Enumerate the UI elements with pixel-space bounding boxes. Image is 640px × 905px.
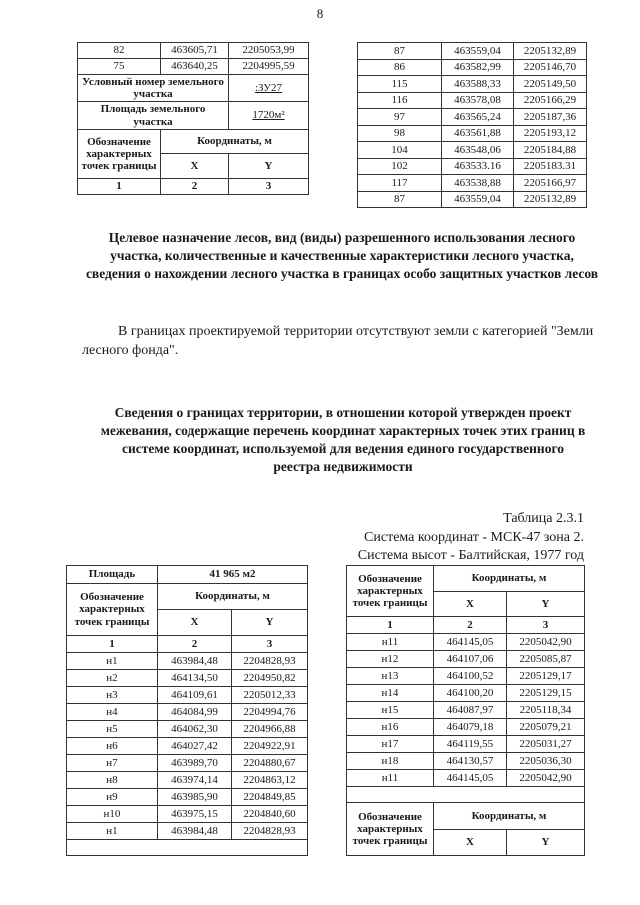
table-row — [358, 175, 587, 192]
table-cell: 2205166,97 — [514, 175, 587, 192]
x-header: X — [434, 592, 507, 617]
table-row — [78, 75, 309, 102]
col-number: 1 — [78, 179, 161, 195]
table-cell: 463588,33 — [442, 76, 514, 93]
col-number: 3 — [232, 636, 308, 653]
designation-header: Обозначение характерных точек границы — [67, 584, 158, 636]
designation-header: Обозначение характерных точек границы — [78, 130, 161, 179]
table-row — [67, 721, 308, 738]
y-header: Y — [229, 154, 309, 179]
col-number: 1 — [347, 617, 434, 634]
table-row — [78, 130, 309, 154]
table-cell: 464100,52 — [434, 668, 507, 685]
table-cell: н10 — [67, 806, 158, 823]
table-row — [347, 702, 585, 719]
table-cell: 115 — [358, 76, 442, 93]
table-cell: 2204994,76 — [232, 704, 308, 721]
table-cell: н18 — [347, 753, 434, 770]
second-y-header: Y — [507, 830, 585, 856]
table-cell: 463565,24 — [442, 109, 514, 126]
section2-heading: Сведения о границах территории, в отношении которой утвержден проект межевания, содержащие перечень координат характерных точек этих границ в системе координат, используемой для ведения единого государственного реестра недвижимости — [100, 405, 586, 474]
top-left-coords-table — [77, 42, 309, 195]
table-row — [67, 566, 308, 584]
cadastral-label: Условный номер земельного участка — [78, 75, 229, 102]
table-row — [67, 636, 308, 653]
table-row — [358, 43, 587, 60]
table-row — [347, 634, 585, 651]
table-cell: 464109,61 — [158, 687, 232, 704]
table-cell: 463538,88 — [442, 175, 514, 192]
table-row — [78, 179, 309, 195]
table-cell: н12 — [347, 651, 434, 668]
top-right-coords-table — [357, 42, 587, 208]
table-cell: 2205129,17 — [507, 668, 585, 685]
table-cell: 2205187,36 — [514, 109, 587, 126]
table-row — [347, 566, 585, 592]
table-cell: 2204849,85 — [232, 789, 308, 806]
table-cell: н15 — [347, 702, 434, 719]
second-designation-header: Обозначение характерных точек границы — [347, 803, 434, 856]
table-cell: 2205166,29 — [514, 92, 587, 109]
table-cell: 2204922,91 — [232, 738, 308, 755]
table-cell: 463578,08 — [442, 92, 514, 109]
area-value: 1720м² — [229, 102, 309, 130]
col-number: 2 — [158, 636, 232, 653]
table-cell: 2205132,89 — [514, 43, 587, 60]
table-row — [347, 753, 585, 770]
table-cell: 464100,20 — [434, 685, 507, 702]
table-cell: 75 — [78, 59, 161, 75]
section1-heading: Целевое назначение лесов, вид (виды) разрешенного использования лесного участка, количественные и качественные характеристики лесного участка, сведения о нахождении лесного участка в границах особо защитных участков лесов — [85, 230, 599, 281]
table-cell: 2204863,12 — [232, 772, 308, 789]
table-row — [358, 158, 587, 175]
area-value: 41 965 м2 — [158, 566, 308, 584]
table-cell: 2205036,30 — [507, 753, 585, 770]
table-cell: 463975,15 — [158, 806, 232, 823]
table-row — [347, 685, 585, 702]
table-row — [67, 755, 308, 772]
table-row — [358, 142, 587, 159]
table-cell: 463533.16 — [442, 158, 514, 175]
table-row — [347, 617, 585, 634]
table-cell: н7 — [67, 755, 158, 772]
table-cell: н14 — [347, 685, 434, 702]
table-row — [347, 787, 585, 803]
table-cell: 2204880,67 — [232, 755, 308, 772]
y-header: Y — [507, 592, 585, 617]
second-x-header: X — [434, 830, 507, 856]
col-number: 3 — [229, 179, 309, 195]
table-row — [67, 653, 308, 670]
table-cell: 2205012,33 — [232, 687, 308, 704]
col-number: 2 — [161, 179, 229, 195]
table-cell: 463559,04 — [442, 43, 514, 60]
page-number: 8 — [316, 6, 324, 21]
table-cell: н8 — [67, 772, 158, 789]
bottom-right-coords-table — [346, 565, 585, 856]
table-cell: н16 — [347, 719, 434, 736]
x-header: X — [161, 154, 229, 179]
table-row — [358, 92, 587, 109]
table-cell: 2205053,99 — [229, 43, 309, 59]
coords-header: Координаты, м — [161, 130, 309, 154]
table-row — [347, 770, 585, 787]
table-cell: 464130,57 — [434, 753, 507, 770]
table-row — [67, 670, 308, 687]
cadastral-value: :ЗУ27 — [229, 75, 309, 102]
empty-row — [347, 787, 585, 803]
table-cell: н6 — [67, 738, 158, 755]
area-label: Площадь земельного участка — [78, 102, 229, 130]
table-row — [67, 772, 308, 789]
second-coords-header: Координаты, м — [434, 803, 585, 830]
bottom-left-coords-table — [66, 565, 308, 856]
table-cell: н1 — [67, 823, 158, 840]
table-cell: н17 — [347, 736, 434, 753]
table-cell: н5 — [67, 721, 158, 738]
table-cell: 116 — [358, 92, 442, 109]
table-cell: 463582,99 — [442, 59, 514, 76]
coords-header: Координаты, м — [434, 566, 585, 592]
table-cell: 2205146,70 — [514, 59, 587, 76]
table-cell: 87 — [358, 191, 442, 208]
x-header: X — [158, 610, 232, 636]
table-cell: 102 — [358, 158, 442, 175]
table-cell: 463985,90 — [158, 789, 232, 806]
empty-row — [67, 840, 308, 856]
table-cell: н3 — [67, 687, 158, 704]
table-row — [358, 59, 587, 76]
coord-system: Система координат - МСК-47 зона 2. — [364, 530, 584, 545]
table-cell: 463989,70 — [158, 755, 232, 772]
table-cell: 464134,50 — [158, 670, 232, 687]
table-row — [358, 76, 587, 93]
table-cell: 2205031,27 — [507, 736, 585, 753]
table-row — [358, 109, 587, 126]
table-cell: 2204966,88 — [232, 721, 308, 738]
table-row — [67, 738, 308, 755]
table-cell: 463974,14 — [158, 772, 232, 789]
table-cell: н4 — [67, 704, 158, 721]
area-label: Площадь — [67, 566, 158, 584]
table-cell: 464145,05 — [434, 770, 507, 787]
table-cell: 464079,18 — [434, 719, 507, 736]
table-cell: 98 — [358, 125, 442, 142]
table-cell: н2 — [67, 670, 158, 687]
table-cell: 2205079,21 — [507, 719, 585, 736]
table-cell: н13 — [347, 668, 434, 685]
table-cell: 2205183.31 — [514, 158, 587, 175]
table-row — [67, 704, 308, 721]
table-cell: 2205042,90 — [507, 634, 585, 651]
coords-header: Координаты, м — [158, 584, 308, 610]
y-header: Y — [232, 610, 308, 636]
table-row — [347, 651, 585, 668]
table-cell: 464062,30 — [158, 721, 232, 738]
table-cell: 463561,88 — [442, 125, 514, 142]
table-row — [67, 584, 308, 610]
table-cell: 2204950,82 — [232, 670, 308, 687]
table-cell: 2204828,93 — [232, 653, 308, 670]
table-cell: 2205149,50 — [514, 76, 587, 93]
table-row — [78, 43, 309, 59]
table-cell: 463984,48 — [158, 653, 232, 670]
table-row — [358, 191, 587, 208]
table-cell: 464119,55 — [434, 736, 507, 753]
table-row — [67, 840, 308, 856]
col-number: 1 — [67, 636, 158, 653]
table-cell: 2205193,12 — [514, 125, 587, 142]
table-cell: 464084,99 — [158, 704, 232, 721]
table-cell: н9 — [67, 789, 158, 806]
table-row — [78, 102, 309, 130]
section1-paragraph: В границах проектируемой территории отсутствуют земли с категорией "Земли лесного фонда". — [82, 324, 594, 358]
table-cell: 463640,25 — [161, 59, 229, 75]
designation-header: Обозначение характерных точек границы — [347, 566, 434, 617]
height-system: Система высот - Балтийская, 1977 год — [357, 548, 584, 563]
table-cell: 2205085,87 — [507, 651, 585, 668]
table-row — [347, 668, 585, 685]
col-number: 2 — [434, 617, 507, 634]
table-cell: 2204995,59 — [229, 59, 309, 75]
table-cell: н11 — [347, 770, 434, 787]
table-cell: 87 — [358, 43, 442, 60]
col-number: 3 — [507, 617, 585, 634]
table-cell: 463548,06 — [442, 142, 514, 159]
table-row — [347, 803, 585, 830]
table-cell: 463984,48 — [158, 823, 232, 840]
table-row — [78, 59, 309, 75]
table-cell: 2204840,60 — [232, 806, 308, 823]
table-cell: н1 — [67, 653, 158, 670]
table-row — [67, 806, 308, 823]
table-row — [347, 736, 585, 753]
table-cell: 463559,04 — [442, 191, 514, 208]
table-cell: н11 — [347, 634, 434, 651]
table-cell: 464107,06 — [434, 651, 507, 668]
table-cell: 97 — [358, 109, 442, 126]
table-cell: 2205118,34 — [507, 702, 585, 719]
table-cell: 82 — [78, 43, 161, 59]
table-row — [67, 789, 308, 806]
table-cell: 464027,42 — [158, 738, 232, 755]
table-cell: 2204828,93 — [232, 823, 308, 840]
table-cell: 117 — [358, 175, 442, 192]
table-row — [358, 125, 587, 142]
table-cell: 2205129,15 — [507, 685, 585, 702]
table-cell: 104 — [358, 142, 442, 159]
table-cell: 2205132,89 — [514, 191, 587, 208]
table-row — [67, 687, 308, 704]
table-cell: 86 — [358, 59, 442, 76]
table-cell: 463605,71 — [161, 43, 229, 59]
table-cell: 2205042,90 — [507, 770, 585, 787]
table-cell: 464087,97 — [434, 702, 507, 719]
table-cell: 2205184,88 — [514, 142, 587, 159]
table-label: Таблица 2.3.1 — [503, 511, 584, 526]
table-cell: 464145,05 — [434, 634, 507, 651]
table-row — [67, 823, 308, 840]
table-row — [347, 719, 585, 736]
